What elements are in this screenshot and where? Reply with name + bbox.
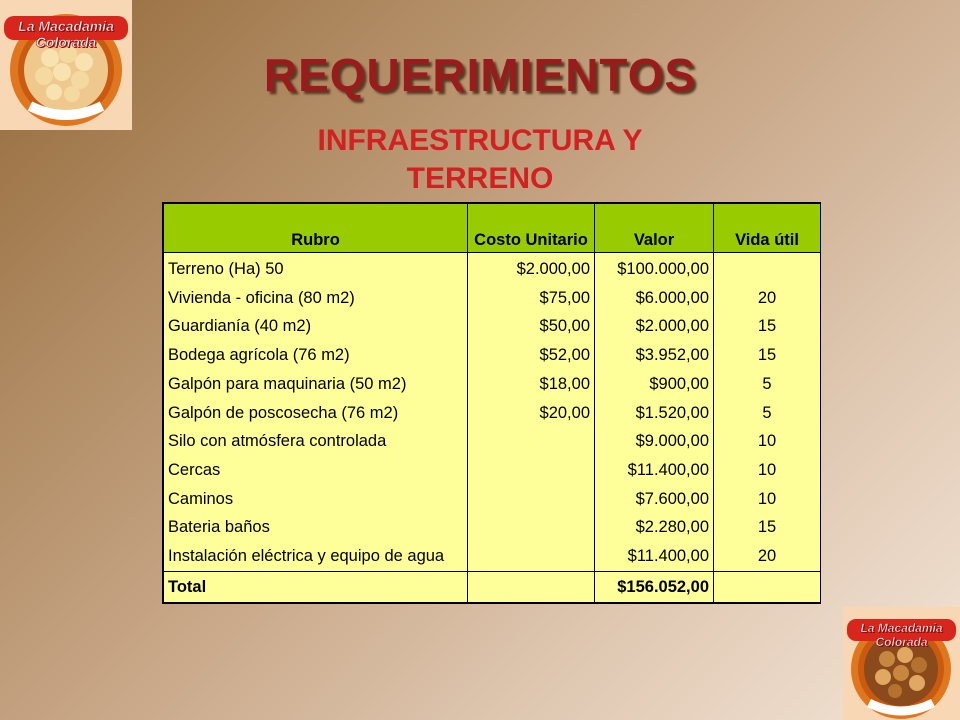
- cell-rubro: Galpón para maquinaria (50 m2): [164, 370, 468, 399]
- cell-costo: [468, 514, 595, 543]
- cell-vida: 5: [714, 399, 821, 428]
- cell-valor: $3.952,00: [595, 341, 714, 370]
- brand-logo-text: La Macadamia Colorada: [860, 621, 943, 649]
- cell-rubro: Caminos: [164, 485, 468, 514]
- cell-costo: [468, 542, 595, 571]
- cell-costo: $20,00: [468, 399, 595, 428]
- cell-valor: $11.400,00: [595, 542, 714, 571]
- table-row: [164, 370, 821, 399]
- cell-valor: $2.000,00: [595, 313, 714, 342]
- cell-vida: 5: [714, 370, 821, 399]
- table-row: [164, 399, 821, 428]
- cell-valor: $100.000,00: [595, 253, 714, 284]
- table-row: [164, 485, 821, 514]
- header-costo-unitario: Costo Unitario: [468, 204, 595, 253]
- cell-costo: [468, 427, 595, 456]
- cell-costo: $50,00: [468, 313, 595, 342]
- cell-rubro: Bateria baños: [164, 514, 468, 543]
- cell-vida: [714, 253, 821, 284]
- cell-valor: $900,00: [595, 370, 714, 399]
- table-row: [164, 456, 821, 485]
- total-vida: [714, 572, 821, 603]
- cell-vida: 10: [714, 456, 821, 485]
- cell-costo: [468, 456, 595, 485]
- cell-valor: $7.600,00: [595, 485, 714, 514]
- total-valor: $156.052,00: [595, 572, 714, 603]
- cell-costo: $18,00: [468, 370, 595, 399]
- cell-valor: $1.520,00: [595, 399, 714, 428]
- cell-rubro: Silo con atmósfera controlada: [164, 427, 468, 456]
- cell-vida: 10: [714, 485, 821, 514]
- total-costo: [468, 572, 595, 603]
- table-total-row: [164, 572, 821, 603]
- slide-subtitle: INFRAESTRUCTURA Y TERRENO: [317, 124, 643, 195]
- cell-vida: 15: [714, 313, 821, 342]
- cell-costo: $2.000,00: [468, 253, 595, 284]
- header-vida-util: Vida útil: [714, 204, 821, 253]
- header-rubro: Rubro: [164, 204, 468, 253]
- cell-rubro: Bodega agrícola (76 m2): [164, 341, 468, 370]
- cell-rubro: Vivienda - oficina (80 m2): [164, 284, 468, 313]
- cell-rubro: Galpón de poscosecha (76 m2): [164, 399, 468, 428]
- cell-rubro: Instalación eléctrica y equipo de agua: [164, 542, 468, 571]
- cell-vida: 20: [714, 542, 821, 571]
- table-row: [164, 427, 821, 456]
- brand-logo-bottom: [843, 607, 960, 720]
- table-row: [164, 542, 821, 571]
- cell-costo: [468, 485, 595, 514]
- cell-vida: 15: [714, 341, 821, 370]
- cell-costo: $52,00: [468, 341, 595, 370]
- cell-vida: 10: [714, 427, 821, 456]
- slide-title: REQUERIMIENTOS: [263, 49, 697, 101]
- cell-costo: $75,00: [468, 284, 595, 313]
- cell-vida: 20: [714, 284, 821, 313]
- table-header-row: [164, 204, 821, 253]
- table-row: [164, 514, 821, 543]
- cell-vida: 15: [714, 514, 821, 543]
- table-row: [164, 253, 821, 284]
- total-label: Total: [164, 572, 468, 603]
- cell-valor: $2.280,00: [595, 514, 714, 543]
- brand-logo-text: La Macadamia Colorada: [18, 18, 114, 50]
- cell-valor: $11.400,00: [595, 456, 714, 485]
- table-row: [164, 341, 821, 370]
- cell-rubro: Cercas: [164, 456, 468, 485]
- table-row: [164, 313, 821, 342]
- header-valor: Valor: [595, 204, 714, 253]
- cell-valor: $6.000,00: [595, 284, 714, 313]
- cell-valor: $9.000,00: [595, 427, 714, 456]
- cell-rubro: Terreno (Ha) 50: [164, 253, 468, 284]
- table-row: [164, 284, 821, 313]
- requirements-table: [162, 202, 821, 604]
- cell-rubro: Guardianía (40 m2): [164, 313, 468, 342]
